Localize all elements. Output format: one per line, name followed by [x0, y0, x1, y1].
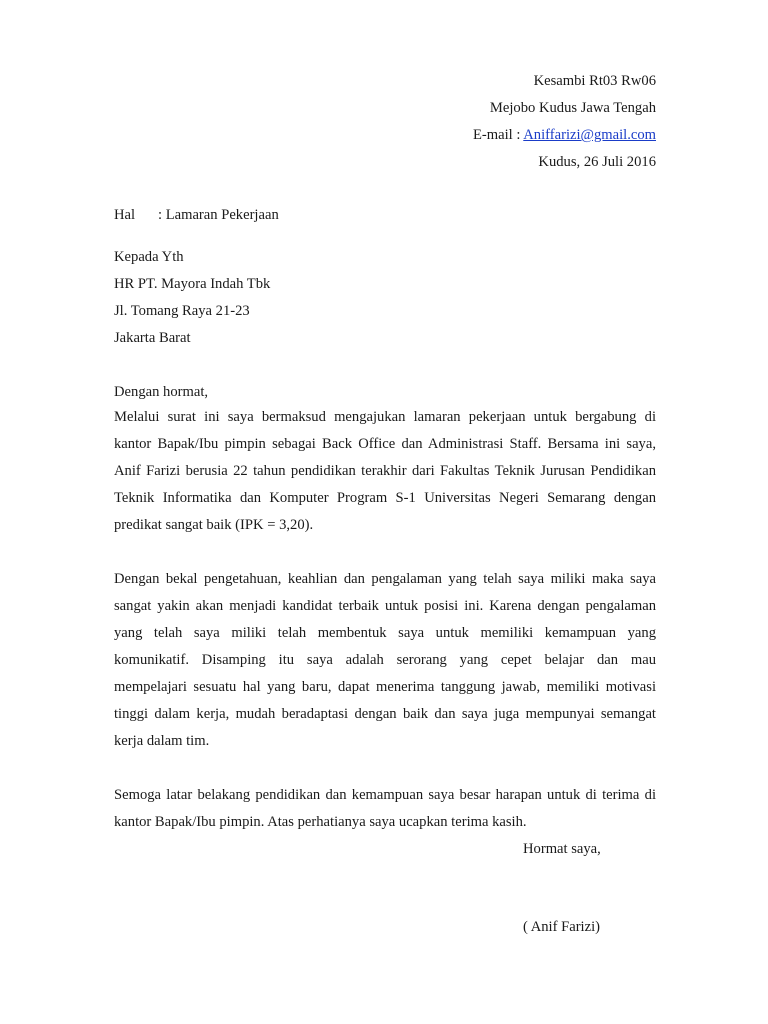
paragraph-2-line: sangat yakin akan menjadi kandidat terbaik untuk posisi ini. Karena dengan pengalaman [114, 598, 656, 614]
paragraph-1 [114, 404, 656, 539]
paragraph-1-line: Anif Farizi berusia 22 tahun pendidikan terakhir dari Fakultas Teknik Jurusan Pendidikan [114, 463, 656, 479]
paragraph-3-line: kantor Bapak/Ibu pimpin. Atas perhatianya saya ucapkan terima kasih. [114, 814, 527, 830]
sender-address-line2: Mejobo Kudus Jawa Tengah [489, 100, 656, 116]
paragraph-1-line: Teknik Informatika dan Komputer Program S-1 Universitas Negeri Semarang dengan [114, 490, 656, 506]
recipient-line2: HR PT. Mayora Indah Tbk [114, 276, 271, 292]
paragraph-3 [114, 782, 656, 836]
signature-name: ( Anif Farizi) [523, 919, 601, 935]
closing: Hormat saya, [523, 841, 601, 857]
place-date: Kudus, 26 Juli 2016 [538, 154, 656, 170]
recipient-line1: Kepada Yth [114, 249, 184, 265]
greeting: Dengan hormat, [114, 384, 209, 400]
paragraph-3-line: Semoga latar belakang pendidikan dan kemampuan saya besar harapan untuk di terima di [114, 787, 656, 803]
email-label: E-mail : [473, 127, 524, 143]
recipient-line3: Jl. Tomang Raya 21-23 [114, 303, 250, 319]
paragraph-2-line: mempelajari sesuatu hal yang baru, dapat menerima tanggung jawab, memiliki motivasi [114, 679, 656, 695]
paragraph-1-line: kantor Bapak/Ibu pimpin sebagai Back Office dan Administrasi Staff. Bersama ini saya, [114, 436, 656, 452]
paragraph-2-line: kerja dalam tim. [114, 733, 210, 749]
paragraph-2-line: Dengan bekal pengetahuan, keahlian dan pengalaman yang telah saya miliki maka saya [114, 571, 656, 587]
sender-address-line1: Kesambi Rt03 Rw06 [533, 73, 656, 89]
paragraph-2-line: komunikatif. Disamping itu saya adalah serorang yang cepet belajar dan mau [114, 652, 656, 668]
recipient-line4: Jakarta Barat [114, 330, 191, 346]
paragraph-1-line: Melalui surat ini saya bermaksud mengajukan lamaran pekerjaan untuk bergabung di [114, 409, 656, 425]
paragraph-1-line: predikat sangat baik (IPK = 3,20). [114, 517, 314, 533]
paragraph-2-line: tinggi dalam kerja, mudah beradaptasi dengan baik dan saya juga mempunyai semangat [114, 706, 656, 722]
subject-label: Hal [114, 207, 136, 223]
paragraph-2 [114, 566, 656, 755]
sender-email-line [473, 126, 656, 144]
subject-value: : Lamaran Pekerjaan [158, 207, 279, 223]
paragraph-2-line: yang telah saya miliki telah membentuk saya untuk memiliki kemampuan yang [114, 625, 656, 641]
email-link[interactable]: Aniffarizi@gmail.com [523, 127, 656, 143]
subject-line [114, 206, 279, 224]
